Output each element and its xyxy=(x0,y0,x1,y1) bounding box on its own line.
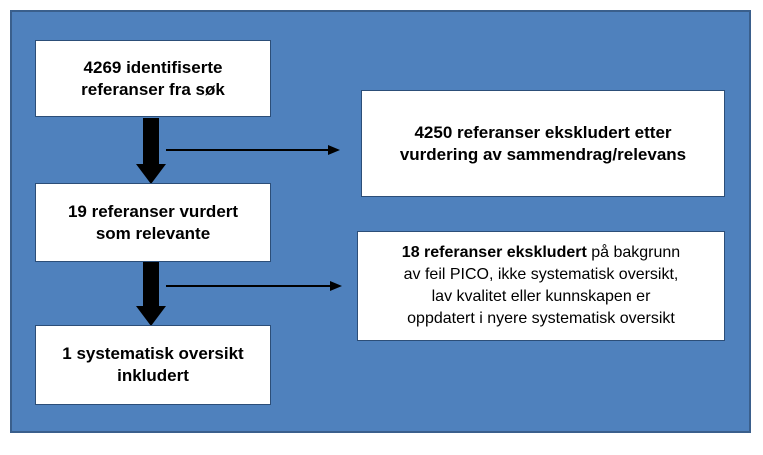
excluded2-line1-rest: på bakgrunn xyxy=(586,244,681,261)
included-line2: inkludert xyxy=(117,366,189,385)
excluded2-line2: av feil PICO, ikke systematisk oversikt, xyxy=(403,266,679,283)
down-arrow-1-shaft xyxy=(143,118,159,164)
identified-line1: 4269 identifiserte xyxy=(83,57,223,77)
relevant-line2: som relevante xyxy=(95,223,211,243)
relevant-references-box xyxy=(35,183,271,262)
right-arrow-1-head xyxy=(328,145,340,155)
relevant-line1: 19 referanser vurdert xyxy=(67,201,239,221)
included-review-box xyxy=(35,325,271,405)
down-arrow-2-head xyxy=(136,306,166,326)
identified-references-box xyxy=(35,40,271,117)
excluded2-line4: oppdatert i nyere systematisk oversikt xyxy=(407,310,675,327)
excluded2-line3: lav kvalitet eller kunnskapen er xyxy=(431,288,651,305)
excluded-abstract-box xyxy=(361,90,725,197)
excluded2-line1-bold: 18 referanser ekskludert xyxy=(401,244,587,261)
excluded2-line1 xyxy=(402,242,680,264)
identified-line2: referanser fra søk xyxy=(81,79,225,99)
down-arrow-1-head xyxy=(136,164,166,184)
excluded1-line1: 4250 referanser ekskludert etter xyxy=(414,122,672,142)
down-arrow-2-shaft xyxy=(143,262,159,306)
excluded1-line2: vurdering av sammendrag/relevans xyxy=(399,144,687,164)
included-line1: 1 systematisk oversikt xyxy=(62,344,244,363)
excluded-pico-box xyxy=(357,231,725,341)
right-arrow-2-head xyxy=(330,281,342,291)
